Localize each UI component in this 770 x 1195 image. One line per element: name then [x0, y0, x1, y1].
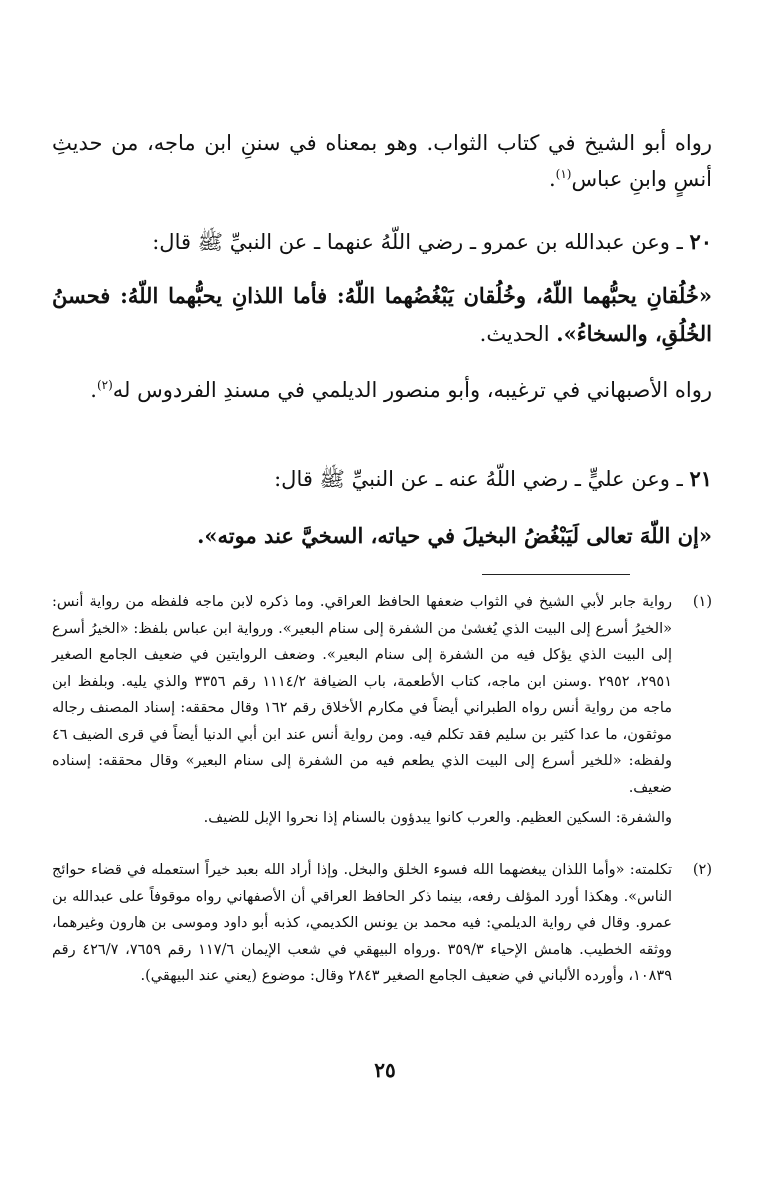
hadith-number: ٢٠ [689, 229, 712, 254]
hadith-number: ٢١ [689, 466, 712, 491]
footnote-mark: (١) [692, 594, 712, 610]
hadith-quote: «خُلُقانِ يحبُّهما اللّهُ، وخُلُقان يَبْغُضُهما اللّهُ: فأما اللذانِ يحبُّهما اللّهُ: فحسنُ الخُلُقِ، والسخاءُ». [52, 283, 712, 346]
footnote-2 [52, 857, 712, 990]
paragraph-source-note [52, 125, 712, 197]
source-line-1: رواه أبو الشيخ في كتاب الثواب. وهو بمعناه في سننِ ابن ماجه، من [111, 131, 712, 155]
source-line-2: حديثِ أنسٍ وابنِ عباس [52, 131, 712, 191]
footnote-body: رواية جابر لأبي الشيخ في الثواب ضعفها الحافظ العراقي. وما ذكره لابن ماجه فلفظه من رواية أنس: «الخيرُ أسرع إلى البيت الذي يُغشىٰ من الشفرة إلى سنام البعير». ورواية ابن عباس بلفظ: «الخيرُ أسرع إلى البيت الذي يؤكل فيه من الشفرة إلى سنام البعير». وضعف الروايتين في ضعيف الجامع الصغير ٢٩٥١، ٢٩٥٢ .وسنن ابن ماجه، كتاب الأطعمة، باب الضيافة ١١١٤/٢ رقم ٣٣٥٦ والذي يليه. وبلفظ ابن ماجه من رواية أنس رواه الطبراني أيضاً في مكارم الأخلاق رقم ١٦٢ وقال محققه: إسناد المصنف رجاله موثقون، ما عدا كثير بن سليم فقد تكلم فيه. ومن رواية أنس عند ابن أبي الدنيا أيضاً في قرى الضيف ٤٦ ولفظه: «للخير أسرع إلى البيت الذي يطعم فيه من الشفرة إلى سنام البعير» وقال محققه: إسناده ضعيف. [52, 594, 673, 796]
source-text-2: رواه الأصبهاني في ترغيبه، وأبو منصور الديلمي في مسندِ الفردوس له [112, 378, 712, 402]
hadith-tail: الحديث. [479, 322, 557, 346]
paragraph-source-note-2 [52, 372, 712, 408]
footnote-1 [52, 589, 712, 832]
footnote-ref-1[interactable]: (١) [555, 167, 572, 181]
hadith-intro-text: ـ وعن عليٍّ ـ رضي اللّهُ عنه ـ عن النبيِّ ﷺ قال: [274, 467, 690, 491]
source-end-dot: . [548, 167, 556, 191]
footnote-ref-2[interactable]: (٢) [96, 378, 113, 392]
hadith-intro-text: ـ وعن عبدالله بن عمرو ـ رضي اللّهُ عنهما ـ عن النبيِّ ﷺ قال: [152, 230, 690, 254]
footnote-mark: (٢) [692, 862, 712, 878]
hadith-21-intro [52, 461, 712, 497]
hadith-20-intro [52, 224, 712, 260]
footnote-body: تكلمته: «وأما اللذان يبغضهما الله فسوء الخلق والبخل. وإذا أراد الله بعبد خيراً استعمله في قضاء حوائج الناس». وهكذا أورد المؤلف رفعه، بينما ذكر الحافظ العراقي أن الأصفهاني رواه موقوفاً على عبدالله بن عمرو. وقال في رواية الديلمي: فيه محمد بن يونس الكديمي، كذبه أبو داود وموسى بن هارون وغيرهما، ووثقه الخطيب. هامش الإحياء ٣٥٩/٣ .ورواه البيهقي في شعب الإيمان ١١٧/٦ رقم ٧٦٥٩، ٤٢٦/٧ رقم ١٠٨٣٩، وأورده الألباني في ضعيف الجامع الصغير ٢٨٤٣ وقال: موضوع (يعني عند البيهقي). [52, 862, 672, 984]
footnote-continuation: والشفرة: السكين العظيم. والعرب كانوا يبدؤون بالسنام إذا نحروا الإبل للضيف. [203, 810, 672, 826]
page-number: ٢٥ [374, 1058, 396, 1082]
footnote-separator [482, 574, 630, 575]
source-end-dot-2: . [90, 378, 97, 402]
hadith-quote: «إن اللّهَ تعالى لَيَبْغُضُ البخيلَ في حياته، السخيَّ عند موته». [197, 523, 712, 548]
hadith-21-text [52, 518, 712, 554]
hadith-20-text [52, 277, 712, 353]
